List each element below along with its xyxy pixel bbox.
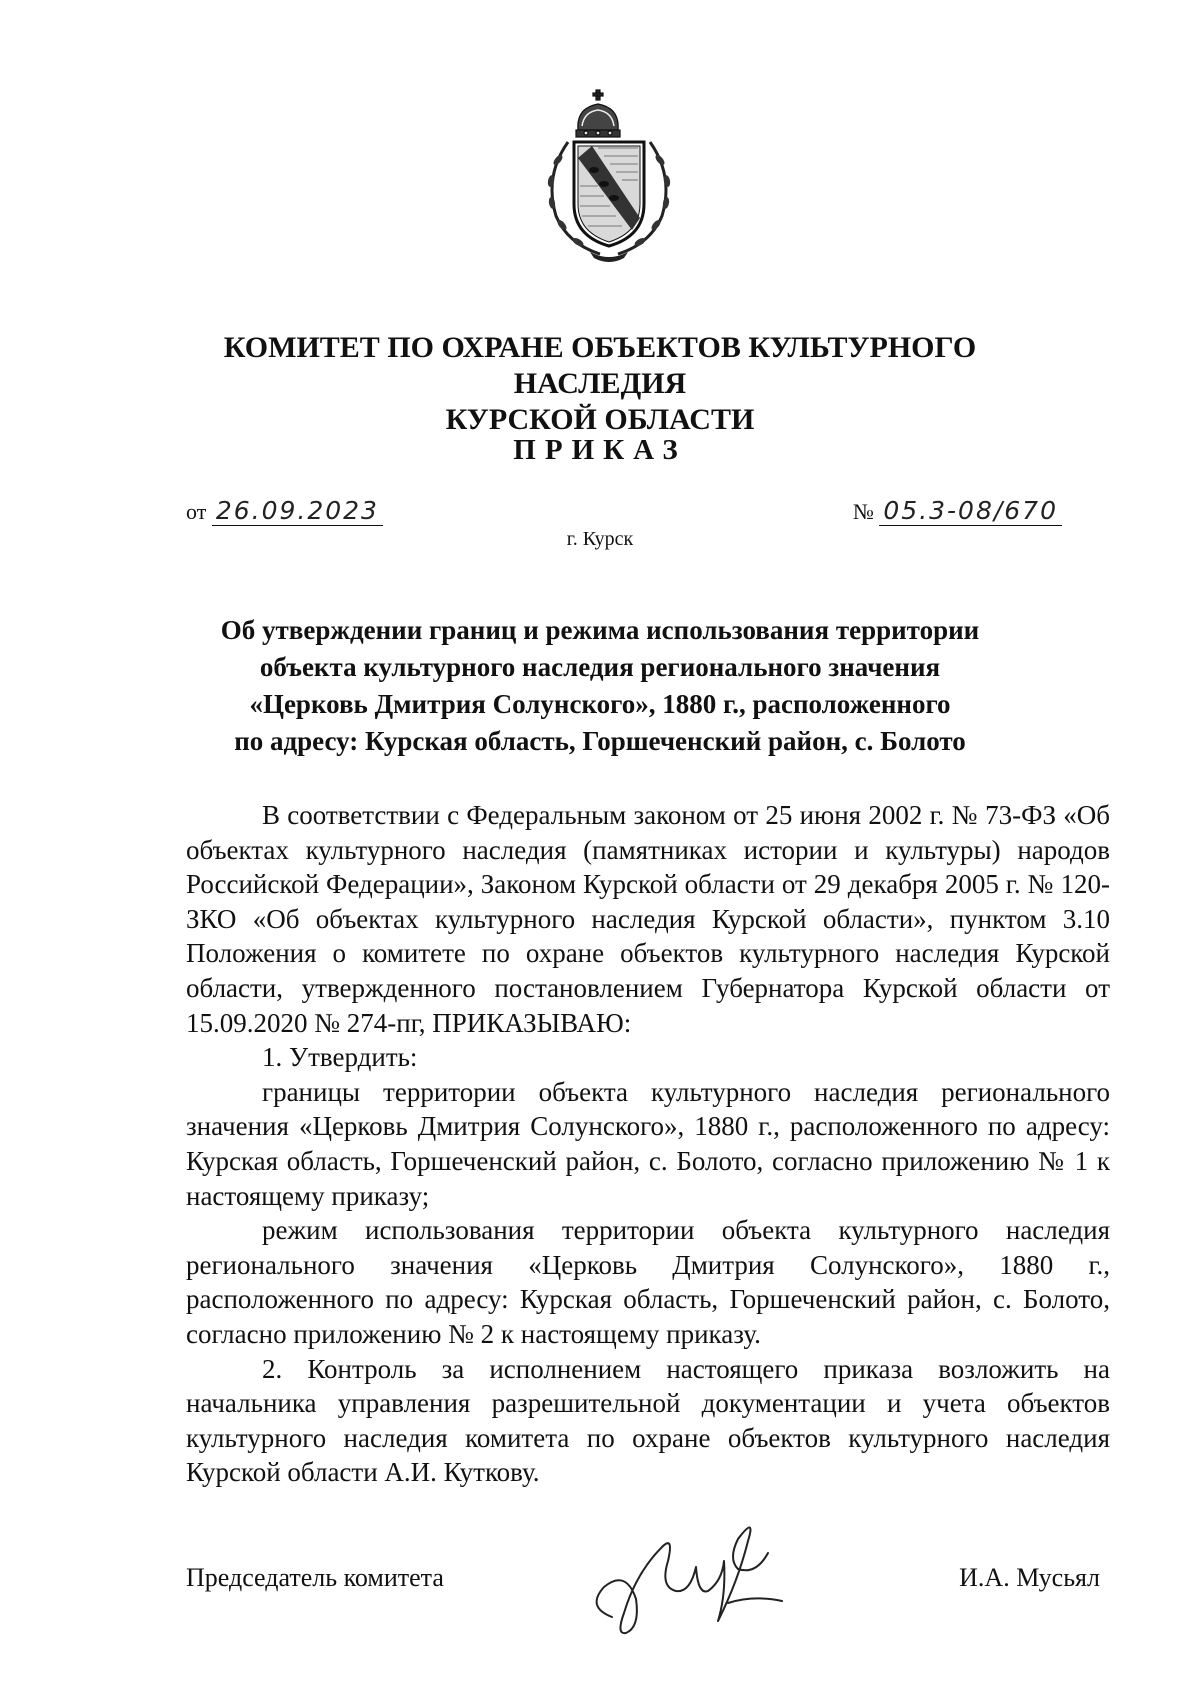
number-value: 05.3-08/670 <box>879 496 1062 526</box>
number-field <box>853 496 1062 525</box>
coat-of-arms-emblem <box>538 86 680 264</box>
date-prefix: от <box>186 499 207 524</box>
document-subject <box>200 612 1000 760</box>
number-prefix: № <box>852 499 874 524</box>
subject-line-3: «Церковь Дмитрия Солунского», 1880 г., расположенного <box>249 689 951 719</box>
signer-name: И.А. Мусьял <box>959 1563 1100 1592</box>
handwritten-signature <box>578 1495 788 1640</box>
subject-line-1: Об утверждении границ и режима использования территории <box>220 615 980 645</box>
organization-line-1: КОМИТЕТ ПО ОХРАНЕ ОБЪЕКТОВ КУЛЬТУРНОГО НАСЛЕДИЯ <box>223 331 977 400</box>
subject-line-2: объекта культурного наследия регионального значения <box>259 652 941 682</box>
city: г. Курск <box>566 528 634 550</box>
date-field <box>186 496 383 525</box>
subject-line-4: по адресу: Курская область, Горшеченский район, с. Болото <box>234 726 966 756</box>
organization-line-2: КУРСКОЙ ОБЛАСТИ <box>445 403 755 436</box>
item-2-paragraph: 2. Контроль за исполнением настоящего приказа возложить на начальника управления разрешительной документации и учета объектов культурного наследия комитета по охране объектов культурного наследия Курской области А.И. Куткову. <box>186 1353 1110 1488</box>
item-1b-paragraph: режим использования территории объекта культурного наследия регионального значения «Церковь Дмитрия Солунского», 1880 г., расположенного по адресу: Курская область, Горшеченский район, с. Болото, согласно приложению № 2 к настоящему приказу. <box>186 1215 1110 1349</box>
document-type-title: ПРИКАЗ <box>513 434 687 466</box>
date-value: 26.09.2023 <box>212 496 383 526</box>
preamble-paragraph: В соответствии с Федеральным законом от 25 июня 2002 г. № 73-ФЗ «Об объектах культурного наследия (памятниках истории и культуры) народов Российской Федерации», Законом Курской области от 29 декабря 2005 г. № 120-ЗКО «Об объектах культурного наследия Курской области», пунктом 3.10 Положения о комитете по охране объектов культурного наследия Курской области, утвержденного постановлением Губернатора Курской области от 15.09.2020 № 274-пг, ПРИКАЗЫВАЮ: <box>186 800 1110 1038</box>
item-1a-paragraph: границы территории объекта культурного наследия регионального значения «Церковь Дмитрия Солунского», 1880 г., расположенного по адресу: Курская область, Горшеченский район, с. Болото, согласно приложению № 1 к настоящему приказу; <box>186 1076 1110 1211</box>
signer-title: Председатель комитета <box>186 1563 444 1592</box>
document-body <box>186 798 1110 1490</box>
organization-name <box>150 330 1050 438</box>
item-1-heading: 1. Утвердить: <box>262 1042 418 1073</box>
